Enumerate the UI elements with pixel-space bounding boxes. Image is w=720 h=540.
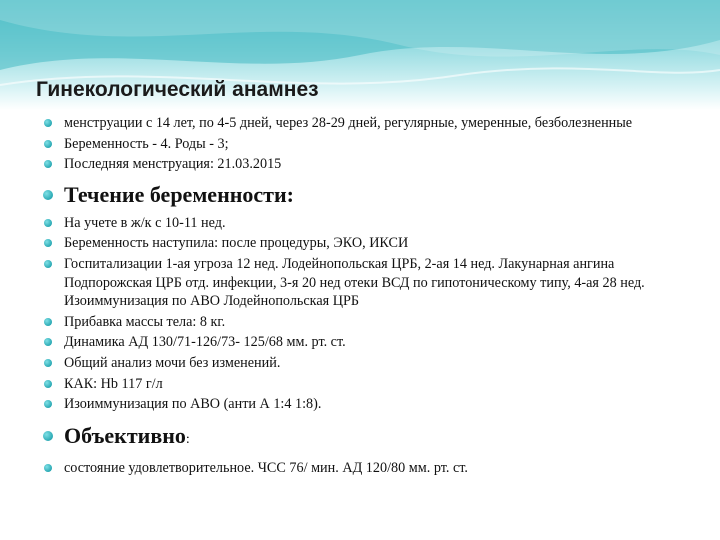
list-item-text: Изоиммунизация по АВО (анти А 1:4 1:8). — [64, 396, 322, 413]
list-item — [44, 354, 684, 373]
heading-text: Объективно — [64, 422, 186, 448]
bullet-icon — [44, 359, 52, 367]
list-item-text: Общий анализ мочи без изменений. — [64, 354, 281, 371]
section-heading — [44, 422, 684, 454]
bullet-icon — [43, 190, 53, 200]
section-heading-pregnancy — [44, 181, 684, 209]
section-heading-objective — [44, 422, 684, 454]
page-title: Гинекологический анамнез — [36, 78, 319, 101]
bullet-icon — [44, 464, 52, 472]
list-item — [44, 375, 684, 394]
list-item-text: Динамика АД 130/71-126/73- 125/68 мм. рт. ст. — [64, 334, 346, 351]
section-heading — [44, 181, 684, 209]
list-item — [44, 234, 684, 253]
section-gyn-list — [44, 114, 684, 174]
bullet-icon — [43, 431, 53, 441]
list-item — [44, 313, 684, 332]
list-item-text: Беременность наступила: после процедуры, ЭКО, ИКСИ — [64, 235, 409, 252]
bullet-icon — [44, 140, 52, 148]
bullet-icon — [44, 219, 52, 227]
list-item-text: Беременность - 4. Роды - 3; — [64, 135, 229, 152]
list-item — [44, 333, 684, 352]
bullet-icon — [44, 160, 52, 168]
list-item-text: Госпитализации 1-ая угроза 12 нед. Лодейнопольская ЦРБ, 2-ая 14 нед. Лакунарная ангина Подпорожская ЦРБ отд. инфекции, 3-я 20 нед отеки ВСД по гипотоническому типу, 4-ая 28 нед. Изоиммунизация по АВО Лодейнопольская ЦРБ — [64, 255, 645, 310]
list-item — [44, 395, 684, 414]
section-pregnancy-list — [44, 214, 684, 414]
slide-content — [44, 114, 684, 479]
list-item — [44, 135, 684, 154]
list-item — [44, 155, 684, 174]
bullet-icon — [44, 380, 52, 388]
bullet-icon — [44, 260, 52, 268]
bullet-icon — [44, 239, 52, 247]
heading-text: Течение беременности: — [64, 181, 294, 207]
list-item — [44, 459, 684, 478]
bullet-icon — [44, 338, 52, 346]
section-objective-list — [44, 459, 684, 478]
bullet-icon — [44, 119, 52, 127]
bullet-icon — [44, 400, 52, 408]
list-item — [44, 255, 684, 311]
heading-colon: : — [185, 431, 190, 447]
list-item-text: Прибавка массы тела: 8 кг. — [64, 313, 226, 330]
list-item-text: На учете в ж/к с 10-11 нед. — [64, 214, 226, 231]
list-item — [44, 214, 684, 233]
list-item-text: состояние удовлетворительное. ЧСС 76/ мин. АД 120/80 мм. рт. ст. — [64, 459, 468, 476]
list-item — [44, 114, 684, 133]
list-item-text: КАК: Hb 117 г/л — [64, 375, 163, 392]
list-item-text: менструации с 14 лет, по 4-5 дней, через 28-29 дней, регулярные, умеренные, безболезненные — [64, 115, 633, 131]
list-item-text: Последняя менструация: 21.03.2015 — [64, 156, 282, 173]
bullet-icon — [44, 318, 52, 326]
